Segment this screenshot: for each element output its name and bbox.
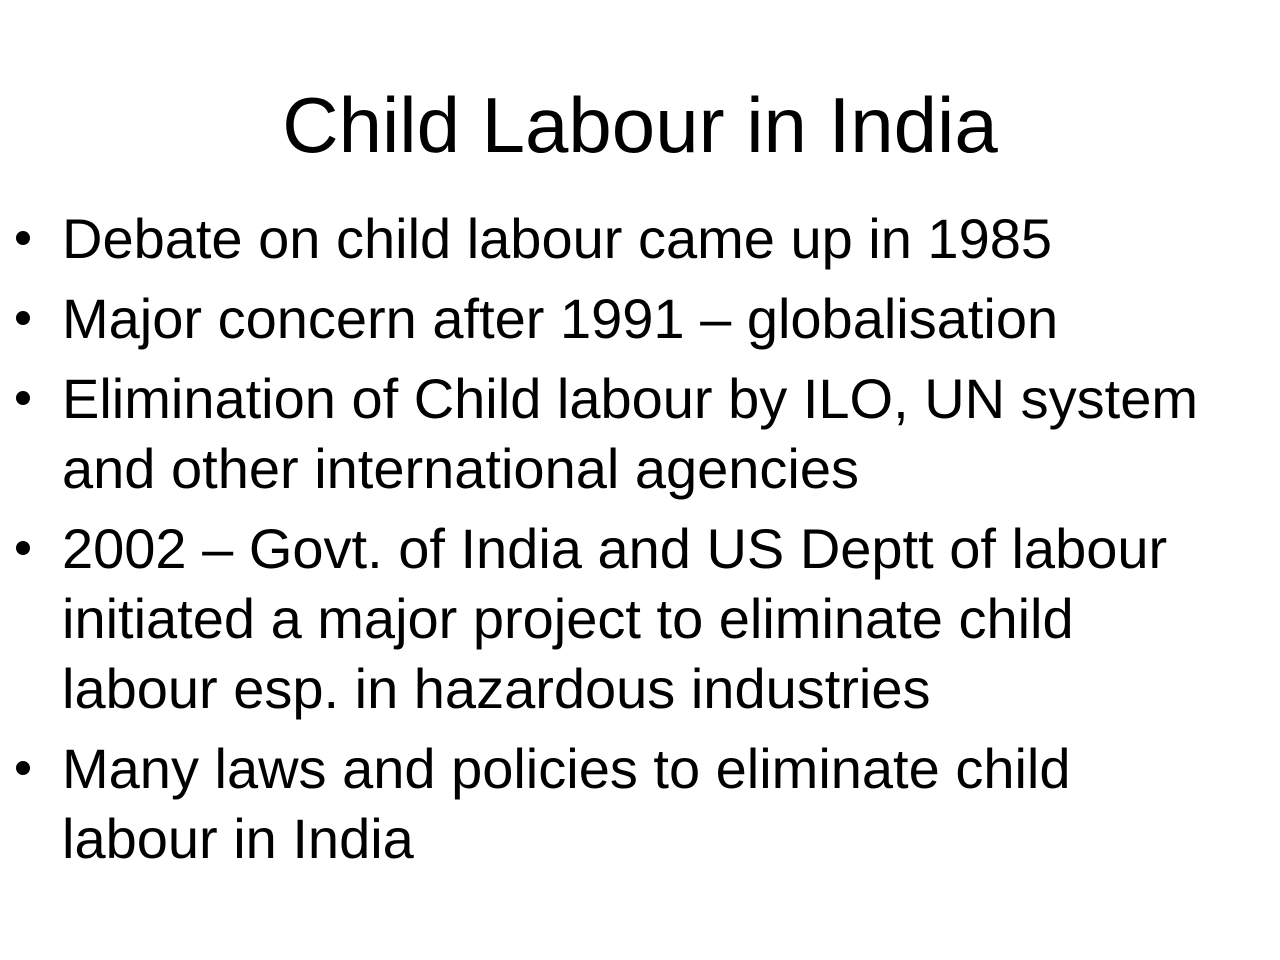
bullet-dot-icon: [16, 391, 30, 405]
bullet-text: 2002 – Govt. of India and US Deptt of labour: [62, 517, 1168, 580]
bullet-dot-icon: [16, 231, 30, 245]
bullet-text: labour in India: [62, 807, 414, 870]
bullet-item-3: [0, 364, 1280, 504]
bullet-text: Major concern after 1991 – globalisation: [62, 287, 1059, 350]
bullet-dot-icon: [16, 541, 30, 555]
bullet-text: Debate on child labour came up in 1985: [62, 207, 1053, 270]
bullet-item-4: [0, 514, 1280, 724]
bullet-dot-icon: [16, 761, 30, 775]
bullet-item-5: [0, 734, 1280, 874]
bullet-text: initiated a major project to eliminate child: [62, 587, 1074, 650]
bullet-list: [0, 204, 1280, 884]
bullet-dot-icon: [16, 311, 30, 325]
slide-title: Child Labour in India: [282, 81, 998, 169]
bullet-text: and other international agencies: [62, 437, 860, 500]
bullet-text: Elimination of Child labour by ILO, UN system: [62, 367, 1198, 430]
bullet-item-2: [0, 284, 1280, 354]
bullet-text: labour esp. in hazardous industries: [62, 657, 931, 720]
bullet-item-1: [0, 204, 1280, 274]
bullet-text: Many laws and policies to eliminate child: [62, 737, 1071, 800]
